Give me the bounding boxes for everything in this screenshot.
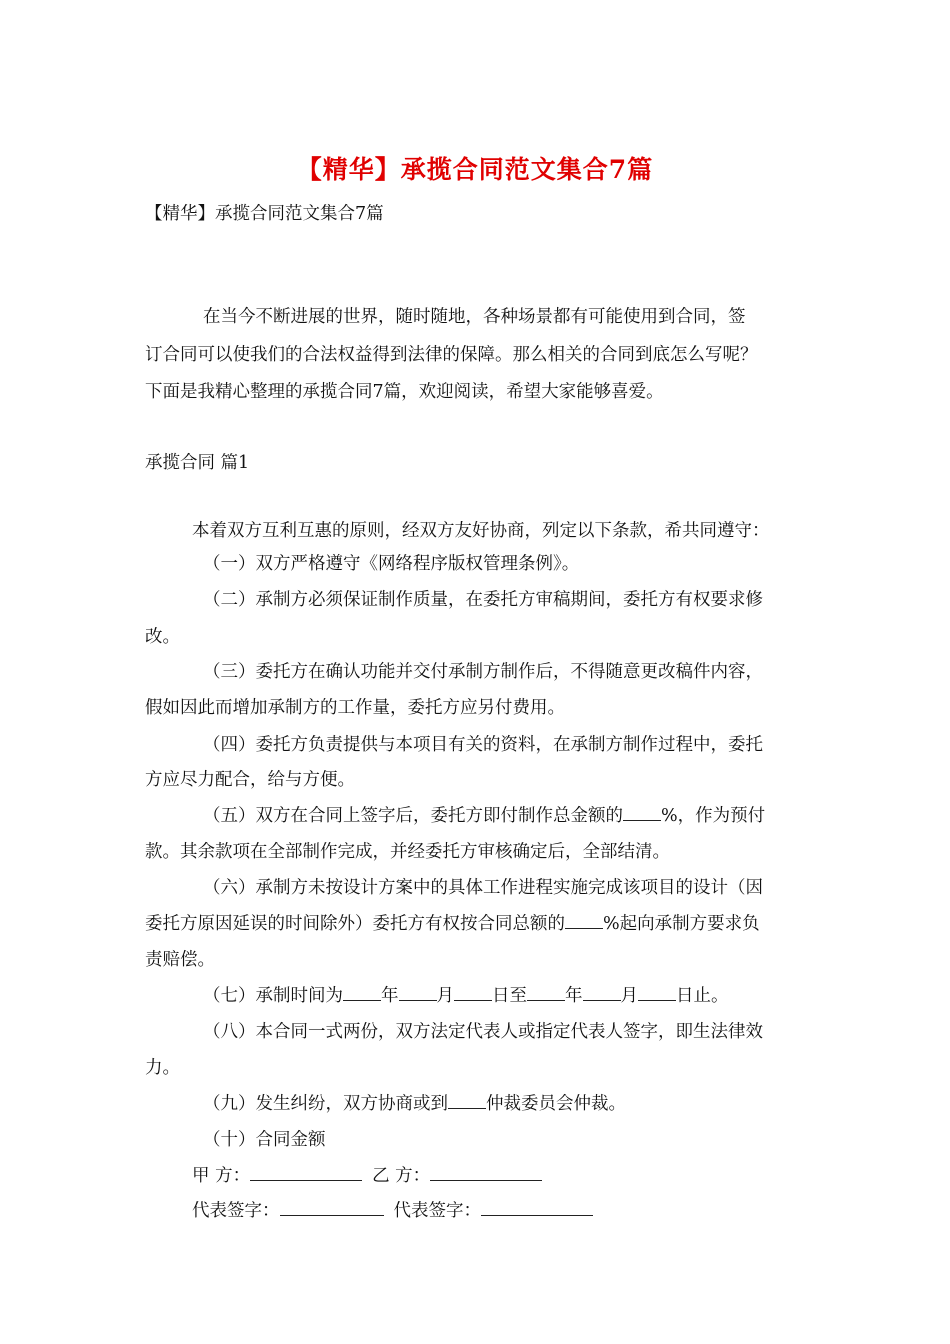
lead-paragraph: 本着双方互利互惠的原则，经双方友好协商，列定以下条款，希共同遵守： (192, 521, 770, 541)
blank-field (583, 986, 621, 1001)
clause-9 (203, 1090, 626, 1115)
clause-2-line-1: （二）承制方必须保证制作质量，在委托方审稿期间，委托方有权要求修 (203, 590, 763, 610)
clause-6-text-b: %起向承制方要求负 (603, 914, 760, 934)
day-label: 日止。 (676, 986, 729, 1006)
month-label: 月 (436, 986, 454, 1006)
clause-1: （一）双方严格遵守《网络程序版权管理条例》。 (203, 554, 580, 574)
intro-line-2: 订合同可以使我们的合法权益得到法律的保障。那么相关的合同到底怎么写呢？ (145, 345, 758, 365)
document-title: 【精华】承揽合同范文集合7篇 (296, 155, 654, 184)
party-line (192, 1162, 542, 1187)
clause-5-text-b: %，作为预付 (661, 806, 766, 826)
sign-a-blank (280, 1201, 384, 1216)
section-heading: 承揽合同 篇1 (145, 453, 250, 473)
document-subtitle: 【精华】承揽合同范文集合7篇 (145, 204, 384, 224)
blank-field (448, 1094, 486, 1109)
party-a-label: 甲 方： (192, 1166, 251, 1186)
clause-5-line-2: 款。其余款项在全部制作完成，并经委托方审核确定后，全部结清。 (145, 842, 670, 862)
clause-5-line-1 (203, 802, 765, 827)
clause-9-text-a: （九）发生纠纷，双方协商或到 (203, 1094, 448, 1114)
clause-4-line-2: 方应尽力配合，给与方便。 (145, 770, 355, 790)
party-b-label: 乙 方： (372, 1166, 431, 1186)
blank-field (565, 914, 603, 929)
clause-6-text-a: 委托方原因延误的时间除外）委托方有权按合同总额的 (145, 914, 565, 934)
clause-7-text: （七）承制时间为 (203, 986, 343, 1006)
clause-8-line-1: （八）本合同一式两份，双方法定代表人或指定代表人签字，即生法律效 (203, 1022, 763, 1042)
blank-field (343, 986, 381, 1001)
clause-5-text-a: （五）双方在合同上签字后，委托方即付制作总金额的 (203, 806, 623, 826)
clause-3-line-1: （三）委托方在确认功能并交付承制方制作后，不得随意更改稿件内容， (203, 662, 763, 682)
blank-field (399, 986, 437, 1001)
clause-7 (203, 982, 729, 1007)
clause-3-line-2: 假如因此而增加承制方的工作量，委托方应另付费用。 (145, 698, 565, 718)
sign-b-blank (481, 1201, 593, 1216)
sign-a-label: 代表签字： (192, 1201, 280, 1221)
sign-b-label: 代表签字： (393, 1201, 481, 1221)
clause-8-line-2: 力。 (145, 1058, 180, 1078)
year-label: 年 (381, 986, 399, 1006)
intro-line-1: 在当今不断进展的世界，随时随地，各种场景都有可能使用到合同，签 (203, 307, 746, 327)
blank-field (623, 806, 661, 821)
day-label: 日至 (492, 986, 527, 1006)
blank-field (527, 986, 565, 1001)
signature-line (192, 1197, 593, 1222)
year-label: 年 (565, 986, 583, 1006)
clause-9-text-b: 仲裁委员会仲裁。 (486, 1094, 626, 1114)
blank-field (638, 986, 676, 1001)
clause-6-line-2 (145, 910, 760, 935)
month-label: 月 (620, 986, 638, 1006)
clause-10: （十）合同金额 (203, 1130, 326, 1150)
clause-6-line-3: 责赔偿。 (145, 950, 215, 970)
clause-4-line-1: （四）委托方负责提供与本项目有关的资料，在承制方制作过程中，委托 (203, 735, 763, 755)
clause-2-line-2: 改。 (145, 627, 180, 647)
party-b-blank (430, 1166, 542, 1181)
intro-line-3: 下面是我精心整理的承揽合同7篇，欢迎阅读，希望大家能够喜爱。 (145, 382, 664, 402)
party-a-blank (250, 1166, 362, 1181)
clause-6-line-1: （六）承制方未按设计方案中的具体工作进程实施完成该项目的设计（因 (203, 878, 763, 898)
blank-field (454, 986, 492, 1001)
